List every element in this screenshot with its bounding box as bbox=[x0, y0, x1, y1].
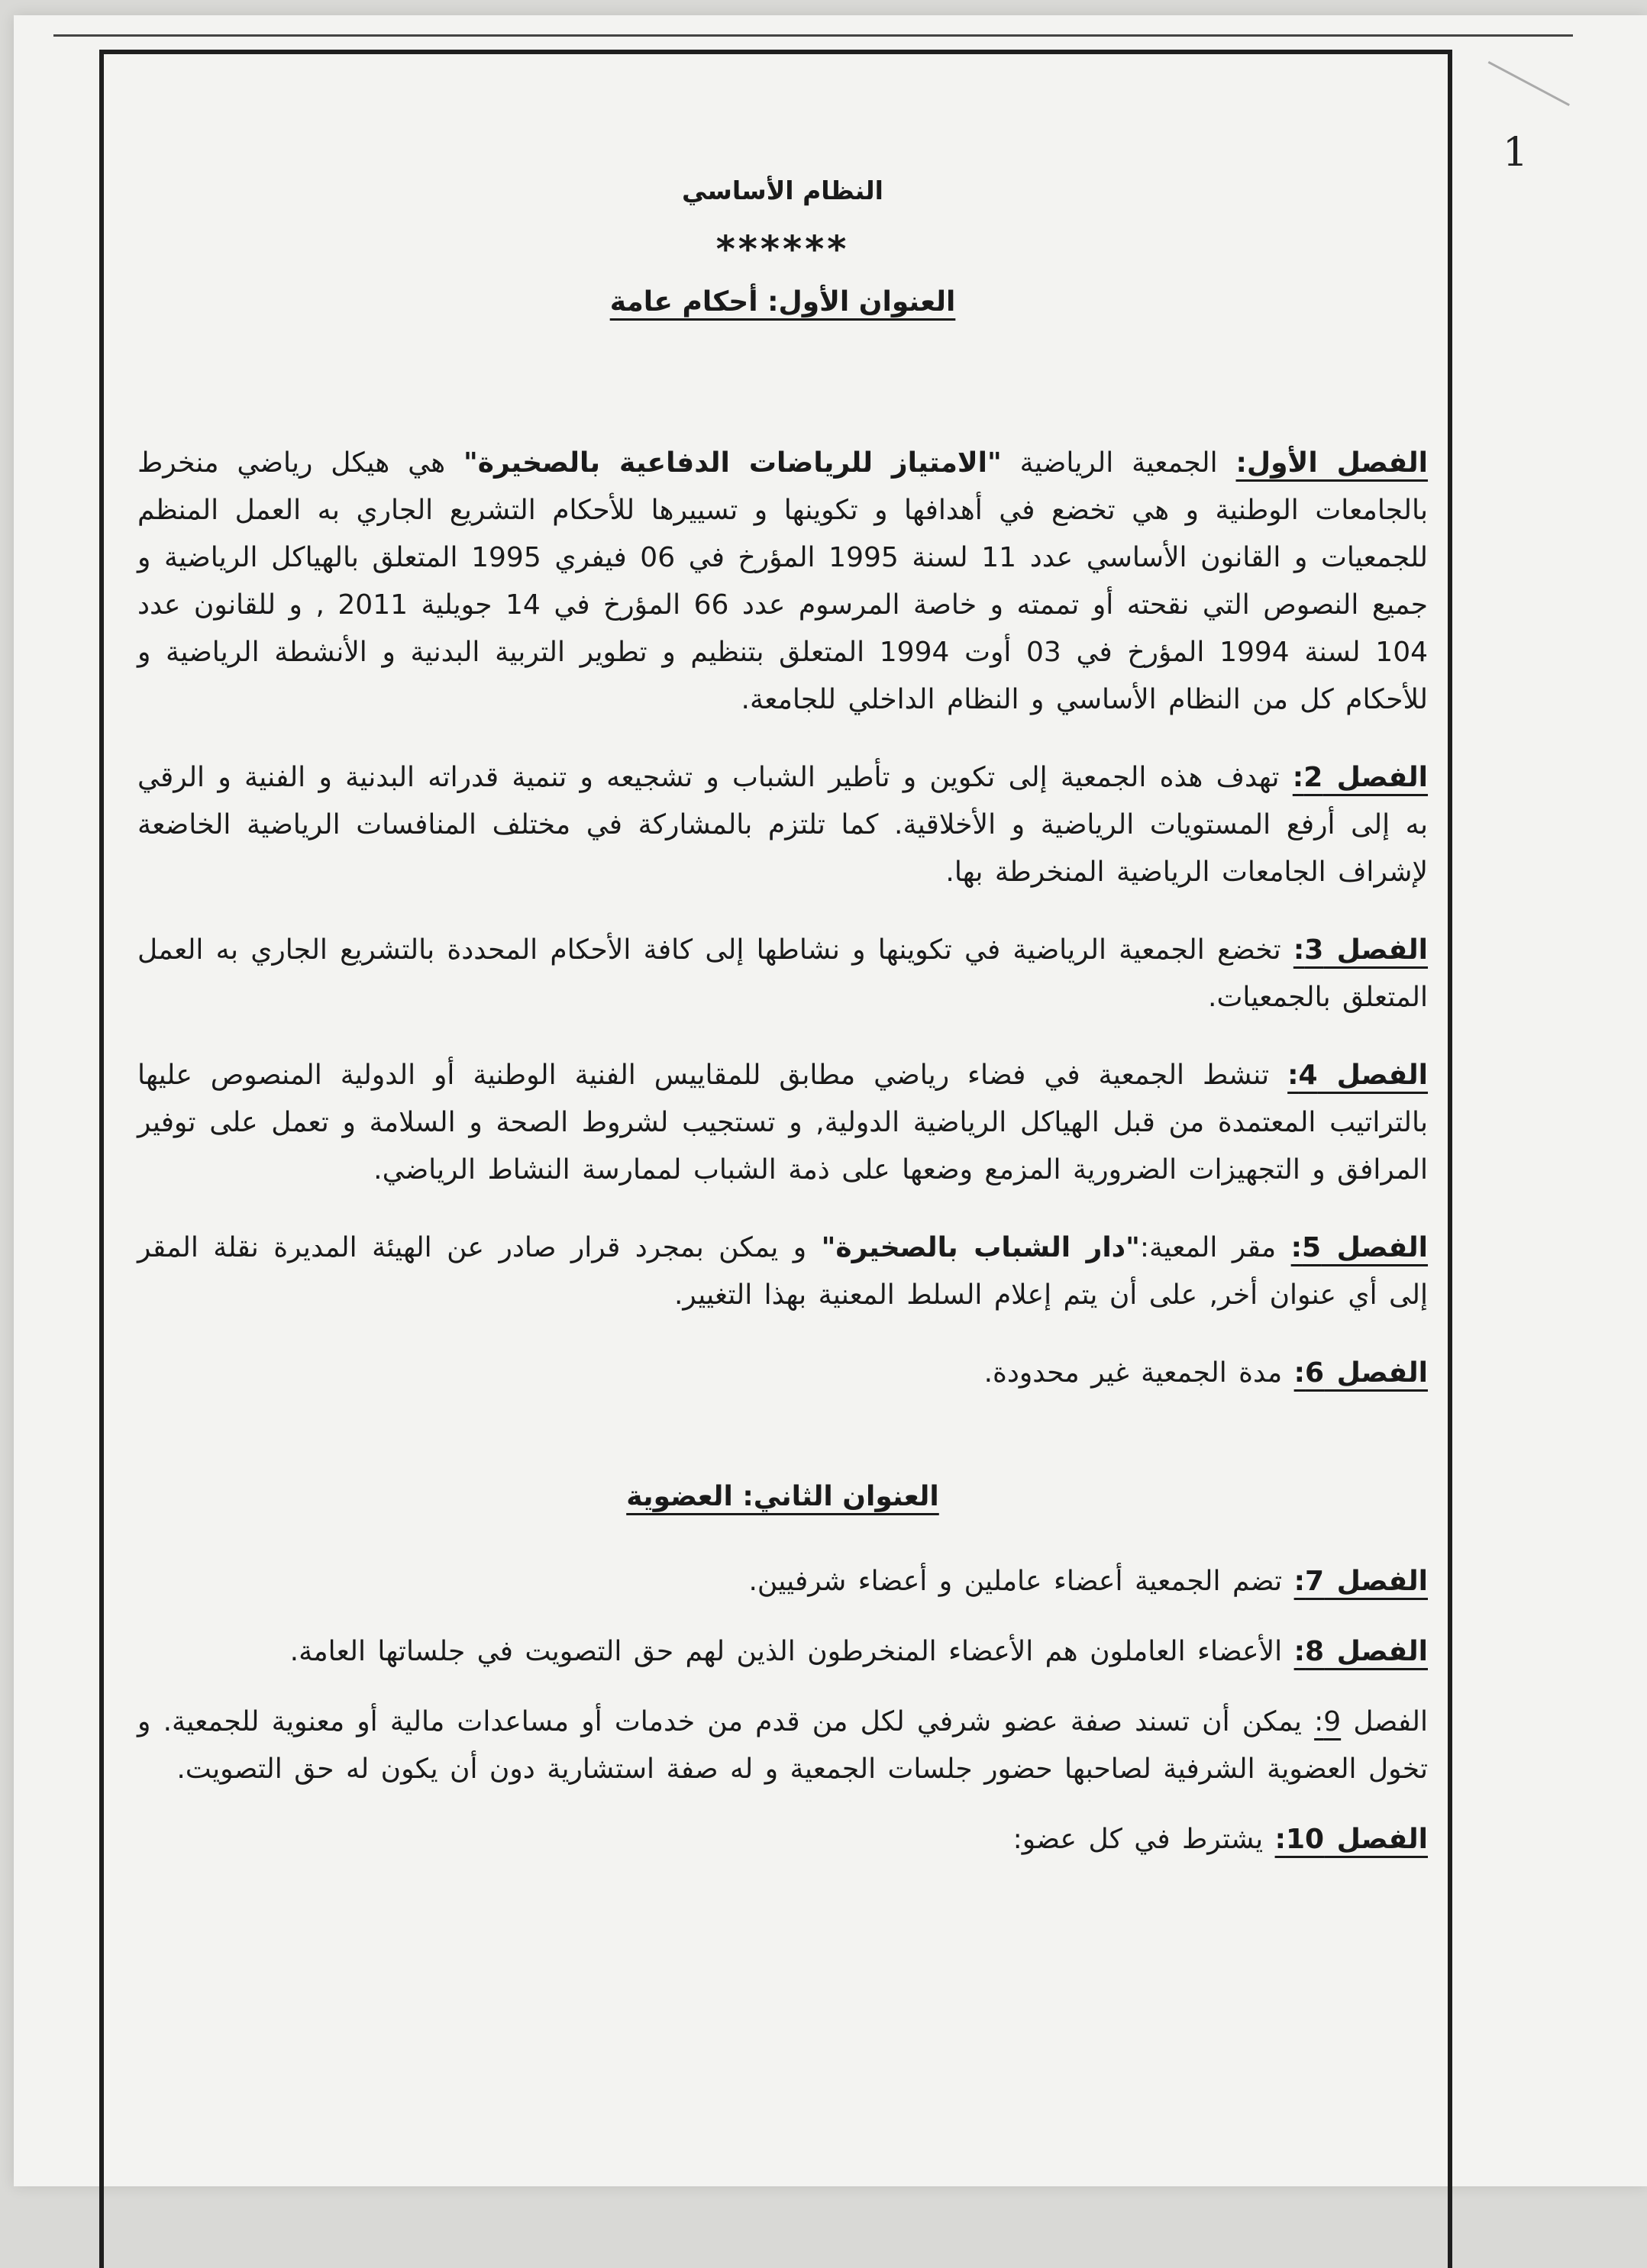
article-7-text: تضم الجمعية أعضاء عاملين و أعضاء شرفيين. bbox=[748, 1566, 1294, 1597]
article-9-label-word: الفصل bbox=[1341, 1706, 1429, 1737]
article-7-label: الفصل 7: bbox=[1293, 1566, 1428, 1597]
section-1-title bbox=[137, 286, 1428, 318]
article-8-text: الأعضاء العاملون هم الأعضاء المنخرطون الذين لهم حق التصويت في جلساتها العامة. bbox=[289, 1636, 1294, 1667]
title-stars: ****** bbox=[715, 228, 850, 271]
article-5-text: و يمكن بمجرد قرار صادر عن الهيئة المديرة نقلة المقر إلى أي عنوان أخر, على أن يتم إعلام السلط المعنية بهذا التغيير. bbox=[137, 1232, 1428, 1311]
document-title: النظام الأساسي bbox=[682, 176, 883, 205]
article-6 bbox=[137, 1350, 1428, 1397]
page-number: 1 bbox=[1503, 130, 1529, 176]
article-4 bbox=[137, 1052, 1428, 1194]
article-4-text: تنشط الجمعية في فضاء رياضي مطابق للمقاييس الفنية الوطنية أو الدولية المنصوص عليها بالتراتيب المعتمدة من قبل الهياكل الرياضية الدولية, و تستجيب لشروط الصحة و السلامة و تعمل على توفير المرافق و التجهيزات الضرورية المزمع وضعها على ذمة الشباب لممارسة النشاط الرياضي. bbox=[137, 1060, 1428, 1186]
article-8-label: الفصل 8: bbox=[1293, 1636, 1428, 1667]
article-6-text: مدة الجمعية غير محدودة. bbox=[983, 1357, 1294, 1389]
article-1-text: هي هيكل رياضي منخرط بالجامعات الوطنية و هي تخضع في أهدافها و تكوينها و تسييرها للأحكام التشريع الجاري به العمل المنظم للجمعيات و القانون الأساسي عدد 11 لسنة 1995 المؤرخ في 06 فيفري 1995 المتعلق بالهياكل الرياضية و جميع النصوص التي نقحته أو تممته و خاصة المرسوم عدد 66 المؤرخ في 14 جويلية 2011 , و للقانون عدد 104 لسنة 1994 المؤرخ في 03 أوت 1994 المتعلق بتنظيم و تطوير التربية البدنية و الأنشطة الرياضية و للأحكام كل من النظام الأساسي و النظام الداخلي للجامعة. bbox=[137, 447, 1429, 715]
article-9 bbox=[137, 1699, 1428, 1793]
article-9-label-number: 9: bbox=[1314, 1706, 1342, 1737]
article-2-label: الفصل 2: bbox=[1292, 762, 1429, 793]
article-1-pre: الجمعية الرياضية bbox=[1001, 447, 1218, 479]
article-4-label: الفصل 4: bbox=[1287, 1060, 1429, 1091]
article-10-text: يشترط في كل عضو: bbox=[1012, 1824, 1275, 1855]
article-3 bbox=[137, 927, 1428, 1021]
article-2-text: تهدف هذه الجمعية إلى تكوين و تأطير الشباب و تشجيعه و تنمية قدراته البدنية و الفنية و الرقي به إلى أرفع المستويات الرياضية و الأخلاقية. كما تلتزم بالمشاركة في مختلف المنافسات الرياضية الخاضعة لإشراف الجامعات الرياضية المنخرطة بها. bbox=[137, 762, 1428, 888]
article-3-text: تخضع الجمعية الرياضية في تكوينها و نشاطها إلى كافة الأحكام المحددة بالتشريع الجاري به العمل المتعلق بالجمعيات. bbox=[137, 934, 1428, 1013]
article-5-label: الفصل 5: bbox=[1290, 1232, 1429, 1263]
article-2 bbox=[137, 754, 1428, 896]
section-2-title-text: العنوان الثاني: العضوية bbox=[626, 1481, 939, 1512]
article-8 bbox=[137, 1628, 1428, 1676]
article-10 bbox=[137, 1816, 1428, 1863]
article-1-association-name: "الامتياز للرياضات الدفاعية بالصخيرة" bbox=[463, 447, 1002, 479]
section-2-title bbox=[137, 1481, 1428, 1512]
top-rule bbox=[53, 34, 1573, 37]
article-5-headquarters-name: "دار الشباب بالصخيرة" bbox=[821, 1232, 1140, 1263]
article-5 bbox=[137, 1224, 1428, 1319]
article-10-label: الفصل 10: bbox=[1274, 1824, 1428, 1855]
document-body bbox=[137, 156, 1428, 1886]
article-6-label: الفصل 6: bbox=[1293, 1357, 1428, 1389]
article-7 bbox=[137, 1558, 1428, 1605]
article-3-label: الفصل 3: bbox=[1293, 934, 1429, 966]
article-1-label: الفصل الأول: bbox=[1235, 447, 1429, 479]
article-1 bbox=[137, 440, 1428, 724]
article-9-text: يمكن أن تسند صفة عضو شرفي لكل من قدم من خدمات أو مساعدات مالية أو معنوية للجمعية. و تخول العضوية الشرفية لصاحبها حضور جلسات الجمعية و له صفة استشارية دون أن يكون له حق التصويت. bbox=[137, 1706, 1428, 1785]
article-5-pre: مقر المعية: bbox=[1139, 1232, 1291, 1263]
section-1-title-text: العنوان الأول: أحكام عامة bbox=[609, 286, 956, 318]
